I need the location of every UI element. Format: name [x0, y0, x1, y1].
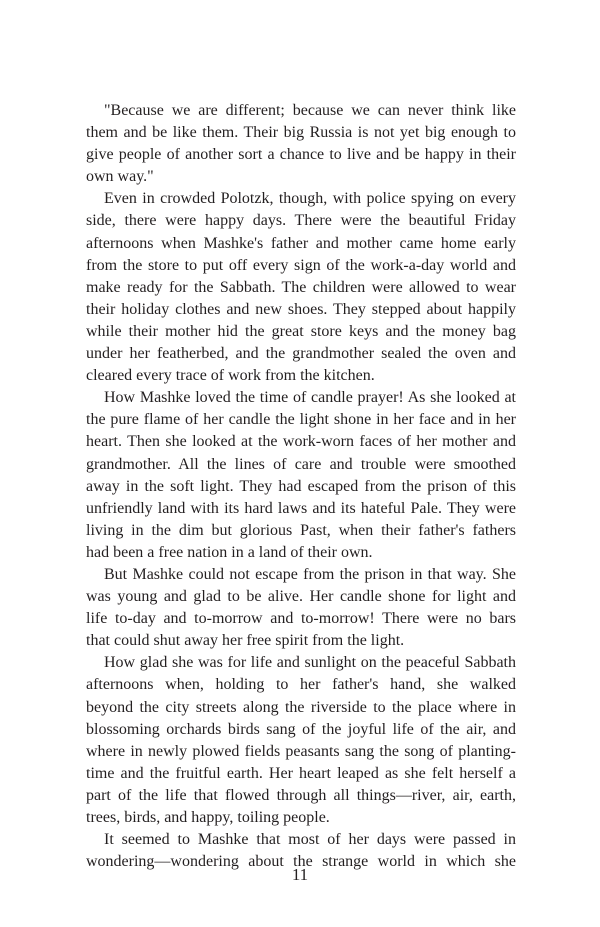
text-line: where in newly plowed fields peasants sang the song of planting- [86, 742, 516, 760]
text-line: afternoons when, holding to her father's hand, she walked [86, 676, 516, 694]
text-line: part of the life that flowed through all things—river, air, earth, [86, 786, 516, 804]
text-line: cleared every trace of work from the kitchen. [86, 367, 375, 385]
text-line: time and the fruitful earth. Her heart leaped as she felt herself a [86, 764, 516, 782]
text-line: "Because we are different; because we can never think like [104, 102, 516, 119]
text-line: side, there were happy days. There were the beautiful Friday [86, 212, 516, 230]
text-line: grandmother. All the lines of care and trouble were smoothed [86, 455, 516, 473]
text-line: them and be like them. Their big Russia is not yet big enough to [86, 124, 516, 142]
text-line: How Mashke loved the time of candle prayer! As she looked at [104, 389, 516, 407]
text-line: had been a free nation in a land of their own. [86, 543, 373, 561]
paragraph [86, 564, 516, 652]
text-line: Even in crowded Polotzk, though, with police spying on every [104, 190, 516, 208]
text-line: blossoming orchards birds sang of the joyful life of the air, and [86, 720, 516, 738]
text-line: wondering—wondering about the strange world in which she [86, 853, 516, 871]
page-number: 11 [291, 865, 309, 884]
text-line: It seemed to Mashke that most of her days were passed in [104, 831, 516, 849]
text-line: But Mashke could not escape from the prison in that way. She [104, 565, 516, 583]
text-line: from the store to put off every sign of the work-a-day world and [86, 256, 516, 274]
text-line: the pure flame of her candle the light shone in her face and in her [86, 411, 516, 429]
text-line: living in the dim but glorious Past, when their father's fathers [86, 521, 516, 539]
paragraph [86, 387, 516, 564]
text-line: their holiday clothes and new shoes. They stepped about happily [86, 300, 516, 318]
paragraph [86, 188, 516, 387]
text-line: give people of another sort a chance to live and be happy in their [86, 146, 516, 164]
text-line: trees, birds, and happy, toiling people. [86, 809, 330, 826]
text-line: life to-day and to-morrow and to-morrow! There were no bars [86, 610, 516, 628]
text-line: make ready for the Sabbath. The children were allowed to wear [86, 278, 516, 296]
paragraph [86, 100, 516, 188]
text-line: under her featherbed, and the grandmother sealed the oven and [86, 345, 516, 363]
text-line: was young and glad to be alive. Her candle shone for light and [86, 588, 516, 606]
text-line: afternoons when Mashke's father and mother came home early [86, 234, 516, 252]
body-text [86, 100, 516, 873]
text-line: beyond the city streets along the riverside to the place where in [86, 698, 516, 716]
text-line: that could shut away her free spirit from the light. [86, 632, 405, 650]
text-line: away in the soft light. They had escaped from the prison of this [86, 477, 516, 495]
text-line: heart. Then she looked at the work-worn faces of her mother and [86, 433, 516, 451]
paragraph [86, 652, 516, 829]
text-line: while their mother hid the great store keys and the money bag [86, 322, 516, 340]
text-line: How glad she was for life and sunlight on the peaceful Sabbath [104, 654, 516, 672]
text-line: own way." [86, 168, 154, 186]
text-line: unfriendly land with its hard laws and its hateful Pale. They were [86, 499, 516, 517]
